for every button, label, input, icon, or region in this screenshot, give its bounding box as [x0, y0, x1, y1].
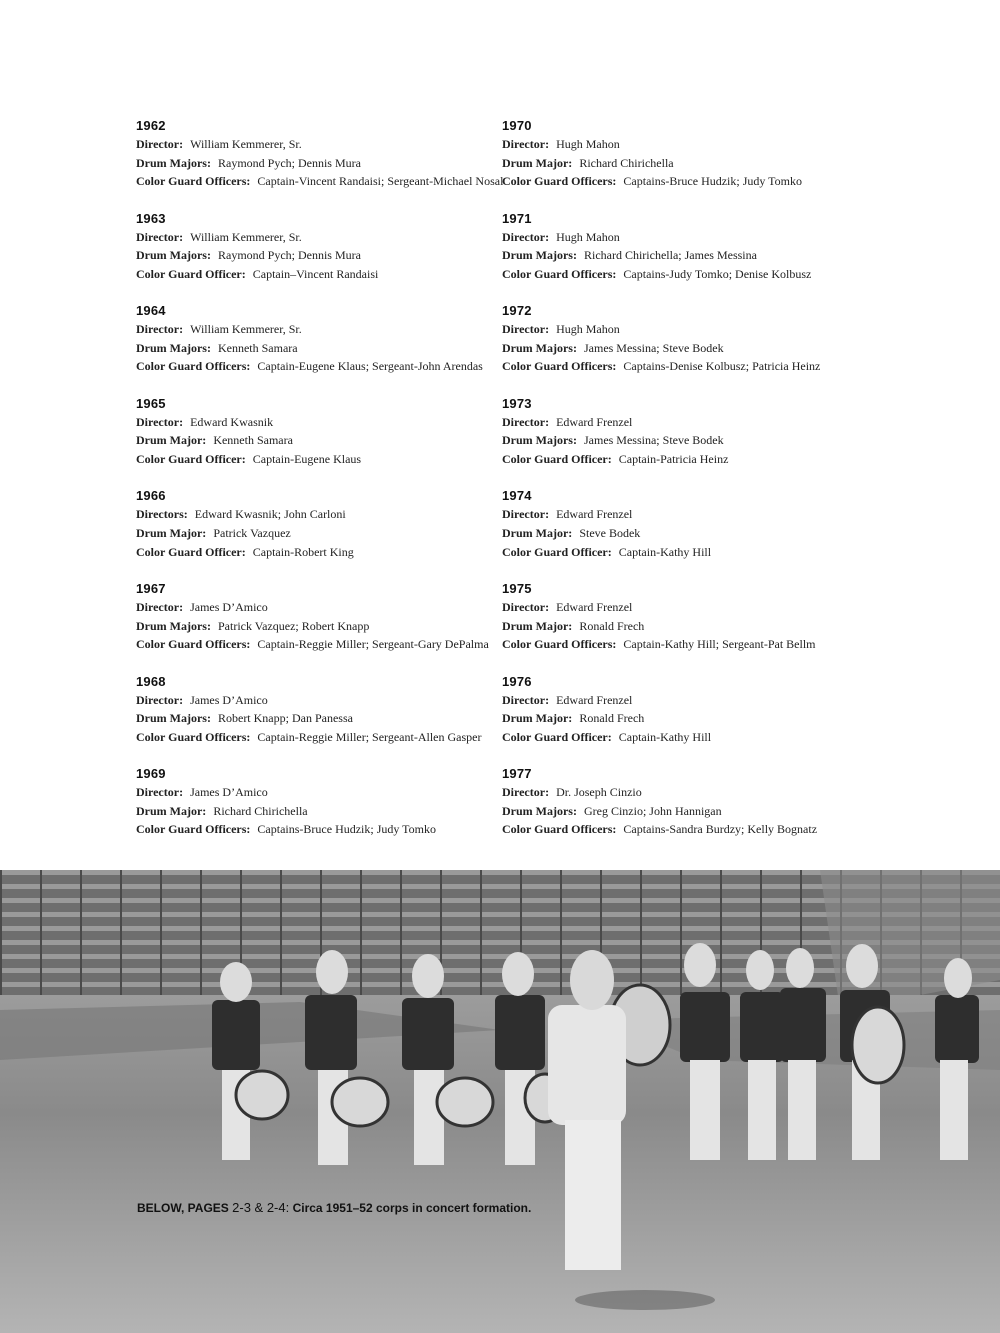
role-value: Robert Knapp; Dan Panessa [217, 711, 353, 726]
roster-entry [136, 210, 516, 303]
roster-entry [136, 673, 516, 766]
role-value: Captain-Kathy Hill [618, 544, 712, 559]
year-heading: 1968 [136, 673, 166, 689]
year-heading: 1973 [502, 395, 532, 411]
roster-line [136, 505, 516, 524]
role-value: Edward Frenzel [556, 599, 633, 614]
role-value: Patrick Vazquez; Robert Knapp [217, 618, 370, 633]
role-label: Color Guard Officer: [136, 266, 246, 281]
role-label: Drum Major: [502, 155, 573, 170]
roster-line [502, 320, 882, 339]
roster-line [136, 431, 516, 450]
role-label: Director: [136, 229, 184, 244]
role-label: Color Guard Officer: [502, 544, 612, 559]
role-label: Drum Major: [136, 433, 207, 448]
role-value: Richard Chirichella [579, 155, 674, 170]
roster-line [136, 228, 516, 247]
role-value: Richard Chirichella [213, 803, 308, 818]
roster-entry [502, 580, 882, 673]
role-value: Edward Kwasnik; John Carloni [194, 507, 346, 522]
role-label: Color Guard Officer: [136, 544, 246, 559]
roster-entry [136, 302, 516, 395]
roster-line [136, 339, 516, 358]
roster-entry [136, 765, 516, 858]
role-label: Director: [136, 414, 184, 429]
role-label: Directors: [136, 507, 188, 522]
roster-line [502, 691, 882, 710]
role-label: Director: [502, 414, 550, 429]
role-value: Captain-Eugene Klaus; Sergeant-John Arendas [257, 359, 483, 374]
roster-line [136, 413, 516, 432]
role-value: Captain-Vincent Randaisi; Sergeant-Michael Nosal [257, 174, 504, 189]
role-value: Steve Bodek [579, 525, 641, 540]
roster-line [502, 635, 882, 654]
roster-line [502, 543, 882, 562]
roster-line [136, 598, 516, 617]
role-label: Director: [136, 785, 184, 800]
role-label: Color Guard Officers: [136, 729, 251, 744]
role-value: Captain-Reggie Miller; Sergeant-Gary DePalma [257, 637, 489, 652]
year-heading: 1974 [502, 488, 532, 504]
year-heading: 1972 [502, 303, 532, 319]
role-value: Captains-Denise Kolbusz; Patricia Heinz [623, 359, 821, 374]
role-value: Ronald Frech [579, 711, 645, 726]
roster-line [136, 728, 516, 747]
role-value: Raymond Pych; Dennis Mura [217, 248, 361, 263]
caption-lead: BELOW, PAGES [137, 1201, 229, 1215]
roster-line [502, 246, 882, 265]
role-label: Drum Majors: [136, 711, 211, 726]
role-value: Edward Frenzel [556, 414, 633, 429]
role-value: Dr. Joseph Cinzio [556, 785, 642, 800]
role-value: William Kemmerer, Sr. [190, 229, 302, 244]
role-value: Ronald Frech [579, 618, 645, 633]
role-value: Captains-Sandra Burdzy; Kelly Bognatz [623, 822, 818, 837]
roster-line [136, 783, 516, 802]
role-value: Edward Kwasnik [190, 414, 274, 429]
roster-line [136, 265, 516, 284]
roster-line [502, 728, 882, 747]
roster-entry [502, 673, 882, 766]
year-heading: 1966 [136, 488, 166, 504]
left-roster-column [136, 117, 516, 858]
role-value: Captain-Patricia Heinz [618, 451, 729, 466]
roster-line [136, 820, 516, 839]
roster-entry [502, 210, 882, 303]
roster-entry [502, 117, 882, 210]
role-label: Color Guard Officers: [502, 637, 617, 652]
role-label: Drum Major: [502, 525, 573, 540]
roster-line [136, 320, 516, 339]
roster-line [502, 450, 882, 469]
roster-line [136, 246, 516, 265]
role-value: James D’Amico [190, 692, 268, 707]
role-label: Color Guard Officers: [136, 637, 251, 652]
roster-line [502, 802, 882, 821]
role-label: Color Guard Officers: [502, 174, 617, 189]
year-heading: 1969 [136, 766, 166, 782]
role-label: Drum Majors: [136, 340, 211, 355]
role-label: Director: [136, 599, 184, 614]
role-value: Captain-Reggie Miller; Sergeant-Allen Gasper [257, 729, 482, 744]
year-heading: 1965 [136, 395, 166, 411]
roster-line [136, 543, 516, 562]
role-label: Color Guard Officer: [502, 451, 612, 466]
caption-text: Circa 1951–52 corps in concert formation. [292, 1201, 532, 1215]
role-label: Drum Majors: [502, 433, 577, 448]
role-label: Director: [136, 692, 184, 707]
role-label: Director: [502, 137, 550, 151]
role-value: Captain-Robert King [252, 544, 354, 559]
roster-line [502, 154, 882, 173]
roster-line [502, 265, 882, 284]
role-label: Director: [136, 137, 184, 151]
role-value: Captain–Vincent Randaisi [252, 266, 379, 281]
role-label: Color Guard Officers: [502, 266, 617, 281]
role-value: Hugh Mahon [556, 322, 620, 337]
roster-entry [136, 395, 516, 488]
roster-entry [502, 487, 882, 580]
roster-line [502, 820, 882, 839]
role-value: Hugh Mahon [556, 229, 620, 244]
roster-line [502, 709, 882, 728]
role-label: Director: [502, 229, 550, 244]
role-label: Director: [502, 785, 550, 800]
role-label: Director: [136, 322, 184, 337]
role-value: Captain-Kathy Hill; Sergeant-Pat Bellm [623, 637, 816, 652]
role-value: Edward Frenzel [556, 507, 633, 522]
roster-entry [136, 487, 516, 580]
role-value: Captains-Bruce Hudzik; Judy Tomko [623, 174, 803, 189]
role-label: Drum Major: [136, 525, 207, 540]
roster-line [136, 135, 516, 154]
photo-caption [137, 1200, 531, 1215]
role-label: Color Guard Officers: [502, 822, 617, 837]
roster-line [502, 505, 882, 524]
role-label: Drum Major: [502, 618, 573, 633]
roster-line [136, 617, 516, 636]
role-value: William Kemmerer, Sr. [190, 137, 302, 151]
role-label: Drum Majors: [502, 248, 577, 263]
drum-corps-photo [0, 870, 1000, 1333]
roster-entry [502, 302, 882, 395]
roster-line [502, 617, 882, 636]
role-label: Drum Majors: [502, 340, 577, 355]
roster-line [502, 135, 882, 154]
roster-line [136, 709, 516, 728]
roster-line [502, 783, 882, 802]
year-heading: 1970 [502, 118, 532, 133]
role-label: Drum Major: [502, 711, 573, 726]
role-label: Drum Major: [136, 803, 207, 818]
roster-line [136, 357, 516, 376]
caption-pages: 2-3 & 2-4: [232, 1200, 290, 1215]
role-label: Color Guard Officer: [502, 729, 612, 744]
roster-line [136, 635, 516, 654]
role-value: Raymond Pych; Dennis Mura [217, 155, 361, 170]
year-heading: 1971 [502, 210, 532, 226]
year-heading: 1963 [136, 210, 166, 226]
roster-line [502, 413, 882, 432]
year-heading: 1962 [136, 118, 166, 133]
role-value: Captains-Bruce Hudzik; Judy Tomko [257, 822, 437, 837]
roster-entry [502, 765, 882, 858]
role-value: James Messina; Steve Bodek [583, 433, 724, 448]
roster-line [136, 691, 516, 710]
roster-line [502, 228, 882, 247]
role-label: Drum Majors: [136, 155, 211, 170]
role-label: Director: [502, 692, 550, 707]
role-value: Richard Chirichella; James Messina [583, 248, 757, 263]
role-label: Color Guard Officers: [136, 174, 251, 189]
role-value: Captain-Eugene Klaus [252, 451, 362, 466]
role-value: Captains-Judy Tomko; Denise Kolbusz [623, 266, 812, 281]
role-label: Director: [502, 322, 550, 337]
year-heading: 1964 [136, 303, 166, 319]
year-heading: 1967 [136, 580, 166, 596]
role-value: Captain-Kathy Hill [618, 729, 712, 744]
roster-line [136, 524, 516, 543]
roster-line [502, 357, 882, 376]
role-label: Drum Majors: [136, 248, 211, 263]
roster-line [136, 802, 516, 821]
role-value: Greg Cinzio; John Hannigan [583, 803, 722, 818]
role-label: Color Guard Officer: [136, 451, 246, 466]
role-value: James D’Amico [190, 599, 268, 614]
roster-line [136, 450, 516, 469]
role-label: Color Guard Officers: [136, 822, 251, 837]
roster-entry [136, 580, 516, 673]
roster-line [136, 172, 516, 191]
year-heading: 1975 [502, 580, 532, 596]
role-label: Color Guard Officers: [502, 359, 617, 374]
year-heading: 1976 [502, 673, 532, 689]
role-value: Kenneth Samara [217, 340, 298, 355]
roster-entry [502, 395, 882, 488]
role-value: Kenneth Samara [213, 433, 293, 448]
role-value: Edward Frenzel [556, 692, 633, 707]
role-label: Color Guard Officers: [136, 359, 251, 374]
role-label: Drum Majors: [502, 803, 577, 818]
roster-entry [136, 117, 516, 210]
role-label: Director: [502, 507, 550, 522]
role-value: William Kemmerer, Sr. [190, 322, 302, 337]
role-value: Patrick Vazquez [213, 525, 291, 540]
roster-line [502, 598, 882, 617]
roster-line [502, 339, 882, 358]
role-value: James D’Amico [190, 785, 268, 800]
roster-line [136, 154, 516, 173]
right-roster-column [502, 117, 882, 858]
roster-line [502, 172, 882, 191]
year-heading: 1977 [502, 766, 532, 782]
roster-line [502, 431, 882, 450]
role-value: James Messina; Steve Bodek [583, 340, 724, 355]
role-value: Hugh Mahon [556, 137, 620, 151]
role-label: Drum Majors: [136, 618, 211, 633]
roster-line [502, 524, 882, 543]
role-label: Director: [502, 599, 550, 614]
